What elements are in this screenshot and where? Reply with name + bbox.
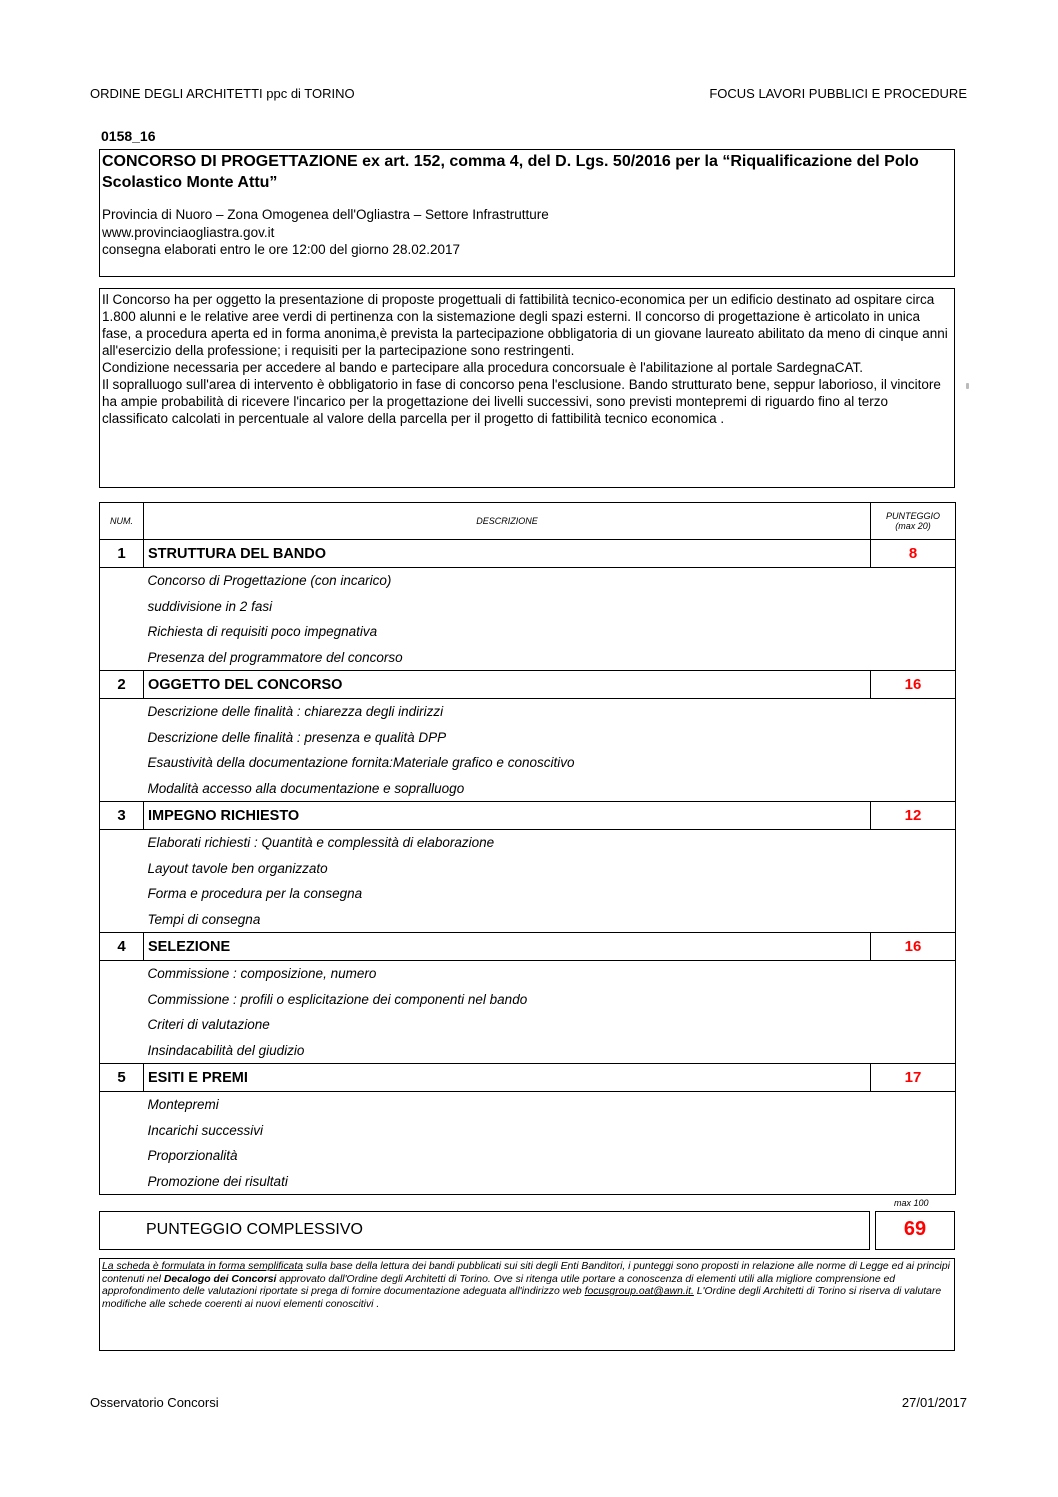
criterion-score-cell [871,987,956,1013]
section-number: 2 [100,671,144,699]
criterion-row [100,961,956,987]
margin-mark [966,383,969,389]
criterion-row [100,776,956,802]
criterion-score-cell [871,725,956,751]
criterion-score-cell [871,1038,956,1064]
section-row [100,540,956,568]
criterion-num-cell [100,1143,144,1169]
criterion-row [100,1012,956,1038]
criterion-num-cell [100,619,144,645]
criterion-row [100,856,956,882]
criterion-row [100,725,956,751]
criterion-num-cell [100,881,144,907]
decalogo-reference: Decalogo dei Concorsi [163,1273,277,1285]
criterion-text: Commissione : profili o esplicitazione dei componenti nel bando [147,991,528,1007]
criterion-num-cell [100,856,144,882]
organizer-website: www.provinciaogliastra.gov.it [102,224,275,240]
document-code: 0158_16 [101,128,156,144]
criterion-score-cell [871,1143,956,1169]
disclaimer-body: sulla base della lettura dei bandi pubblicati sui siti degli Enti Banditori, i punteggi sono proposti in relazione alle norme di Legge ed ai principi contenuti nel [102,1261,950,1285]
criterion-text: Layout tavole ben organizzato [147,860,328,876]
section-score: 16 [871,933,956,961]
disclaimer-text [102,1261,952,1311]
header-score-label: PUNTEGGIO [885,511,940,521]
section-score: 16 [871,671,956,699]
score-table [99,502,956,1195]
section-row [100,933,956,961]
criterion-score-cell [871,1118,956,1144]
criterion-num-cell [100,594,144,620]
description-paragraph: Il Concorso ha per oggetto la presentazione di proposte progettuali di fattibilità tecnico-economica per un edificio destinato ad ospitare circa 1.800 alunni e le relative aree verdi di pertinenza con la sistemazione degli spazi esterni. Il concorso di progettazione è articolato in unica fase, a procedura aperta ed in forma anonima,è prevista la partecipazione obbligatoria di un giovane laureato abilitato da meno di cinque anni all'esercizio della professione; i requisiti per la partecipazione sono restringenti. [102,292,948,358]
footer-date: 27/01/2017 [901,1395,967,1410]
header-score [871,503,956,540]
section-row [100,1064,956,1092]
header-num: NUM. [100,503,144,540]
max-total-label: max 100 [894,1198,929,1208]
criterion-row [100,1092,956,1118]
description-paragraph: Condizione necessaria per accedere al bando e partecipare alla procedura concorsuale è l'abilitazione al portale SardegnaCAT. [102,360,864,375]
section-row [100,671,956,699]
criterion-row [100,1169,956,1195]
criterion-row [100,830,956,856]
criterion-num-cell [100,1169,144,1195]
criterion-text: Presenza del programmatore del concorso [147,649,403,665]
criterion-num-cell [100,645,144,671]
criterion-text: suddivisione in 2 fasi [147,598,273,614]
organizer-name: Provincia di Nuoro – Zona Omogenea dell'Ogliastra – Settore Infrastrutture [102,207,549,222]
header-section: FOCUS LAVORI PUBBLICI E PROCEDURE [709,86,967,101]
criterion-text: Modalità accesso alla documentazione e sopralluogo [147,780,465,796]
section-number: 3 [100,802,144,830]
criterion-score-cell [871,619,956,645]
criterion-row [100,645,956,671]
criterion-text: Proporzionalità [147,1148,238,1164]
criterion-score-cell [871,568,956,594]
criterion-text: Richiesta di requisiti poco impegnativa [147,624,378,640]
competition-title: CONCORSO DI PROGETTAZIONE ex art. 152, comma 4, del D. Lgs. 50/2016 per la “Riqualificazione del Polo Scolastico Monte Attu” [102,153,919,191]
criterion-row [100,987,956,1013]
section-number: 1 [100,540,144,568]
total-label: PUNTEGGIO COMPLESSIVO [146,1221,363,1238]
criterion-num-cell [100,830,144,856]
criterion-text: Incarichi successivi [147,1122,264,1138]
criterion-num-cell [100,907,144,933]
criterion-text: Descrizione delle finalità : presenza e qualità DPP [147,729,447,745]
criterion-num-cell [100,1092,144,1118]
criterion-text: Esaustività della documentazione fornita:Materiale grafico e conoscitivo [147,755,575,771]
total-score: 69 [903,1218,927,1240]
criterion-num-cell [100,750,144,776]
section-score: 12 [871,802,956,830]
criterion-row [100,907,956,933]
criterion-score-cell [871,830,956,856]
criterion-num-cell [100,987,144,1013]
criterion-score-cell [871,699,956,725]
criterion-score-cell [871,961,956,987]
section-title: SELEZIONE [144,933,871,961]
criterion-score-cell [871,1169,956,1195]
criterion-text: Promozione dei risultati [144,1169,871,1195]
section-number: 5 [100,1064,144,1092]
criterion-score-cell [871,750,956,776]
criterion-num-cell [100,776,144,802]
criterion-num-cell [100,1038,144,1064]
criterion-row [100,1143,956,1169]
criterion-row [100,568,956,594]
criterion-num-cell [100,1012,144,1038]
criterion-score-cell [871,907,956,933]
submission-deadline: consegna elaborati entro le ore 12:00 del giorno 28.02.2017 [102,242,461,257]
criterion-text: Forma e procedura per la consegna [147,886,363,902]
contact-email-link[interactable]: focusgroup.oat@awn.it. [584,1286,694,1297]
section-score: 17 [871,1064,956,1092]
section-title: IMPEGNO RICHIESTO [144,802,871,830]
section-title: STRUTTURA DEL BANDO [144,540,871,568]
criterion-num-cell [100,1118,144,1144]
description-paragraph: Il sopralluogo sull'area di intervento è obbligatorio in fase di concorso pena l'esclusione. Bando strutturato bene, seppur laborioso, il vincitore ha ampie probabilità di ricevere l'incarico per la progettazione dei livelli successivi, sono previsti montepremi di riguardo fino al terzo classificato calcolati in percentuale al valore della parcella per il progetto di fattibilità tecnico economica . [102,377,941,426]
header-description: DESCRIZIONE [144,503,871,540]
disclaimer-box [99,1258,955,1351]
section-score: 8 [871,540,956,568]
organizer-info [102,206,952,259]
criterion-text: Montepremi [147,1097,219,1113]
header-org: ORDINE DEGLI ARCHITETTI ppc di TORINO [90,86,355,101]
header-score-max: (max 20) [895,521,931,531]
criterion-num-cell [100,961,144,987]
criterion-row [100,1118,956,1144]
criterion-row [100,699,956,725]
criterion-text: Descrizione delle finalità : chiarezza degli indirizzi [147,704,444,720]
section-title: OGGETTO DEL CONCORSO [144,671,871,699]
table-header-row [100,503,956,540]
section-number: 4 [100,933,144,961]
criterion-text: Elaborati richiesti : Quantità e complessità di elaborazione [147,835,495,851]
criterion-text: Tempi di consegna [147,911,261,927]
disclaimer-intro: La scheda è formulata in forma semplificata [102,1261,303,1272]
criterion-score-cell [871,856,956,882]
footer-observatory: Osservatorio Concorsi [90,1395,219,1410]
criterion-text: Concorso di Progettazione (con incarico) [147,573,392,589]
criterion-text: Criteri di valutazione [147,1017,270,1033]
criterion-num-cell [100,568,144,594]
criterion-score-cell [871,1092,956,1118]
criterion-row [100,1038,956,1064]
criterion-score-cell [871,881,956,907]
section-title: ESITI E PREMI [144,1064,871,1092]
criterion-text: Insindacabilità del giudizio [147,1042,305,1058]
criterion-row [100,750,956,776]
description-text [102,291,952,427]
criterion-score-cell [871,645,956,671]
criterion-score-cell [871,1012,956,1038]
criterion-row [100,594,956,620]
criterion-text: Commissione : composizione, numero [147,966,377,982]
criterion-num-cell [100,699,144,725]
criterion-score-cell [871,776,956,802]
criterion-score-cell [871,594,956,620]
criterion-num-cell [100,725,144,751]
criterion-row [100,881,956,907]
section-row [100,802,956,830]
title-box [99,149,955,277]
description-box [99,288,955,488]
criterion-row [100,619,956,645]
disclaimer-body: approvato dall'Ordine degli Architetti di Torino. Ove si ritenga utile portare a conoscenza di elementi utili alla migliore comprensione ed approfondimento delle valutazioni riportate si prega di fornire documentazione adeguata all'indirizzo web [102,1273,896,1297]
disclaimer-body: L'Ordine degli Architetti di Torino si riserva di valutare modifiche alle schede coerenti ai nuovi elementi conoscitivi . [102,1286,942,1310]
